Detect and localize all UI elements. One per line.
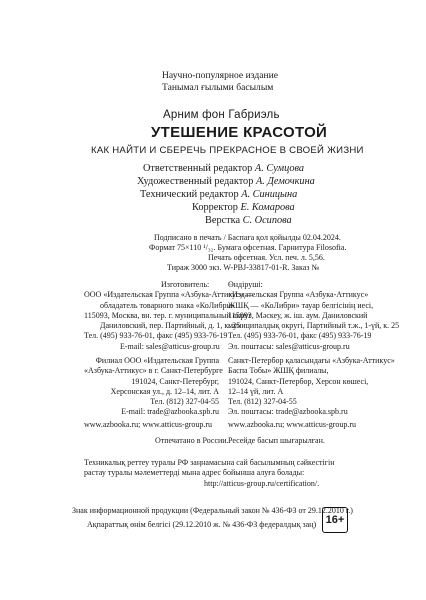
text-line: E-mail: trade@azbooka.spb.ru xyxy=(121,407,219,417)
text-line: Санкт-Петербор қаласындағы «Азбука-Аттикус» xyxy=(228,356,395,365)
credit-line xyxy=(140,189,297,200)
branch-ru xyxy=(84,356,223,418)
imprint-line: Тираж 3000 экз. W-PBJ-33817-01-R. Заказ № xyxy=(167,263,320,272)
text-line: «Издательская Группа «Азбука-Аттикус» xyxy=(228,290,369,300)
text-line: Тел. (495) 933-76-01, факс (495) 933-76-19 xyxy=(84,331,228,341)
imprint-line: Печать офсетная. Усл. печ. л. 5,56. xyxy=(208,253,325,262)
text-line: 191024, Санкт-Петербург, xyxy=(131,376,219,386)
credit-line xyxy=(205,215,292,226)
edition-line-kz: Танымал ғылыми басылым xyxy=(162,82,274,93)
credit-name: С. Осипова xyxy=(242,215,292,226)
credit-role: Верстка xyxy=(205,215,241,226)
text-line: обладатель товарного знака «КоЛибри» xyxy=(100,300,235,310)
credit-role: Технический редактор xyxy=(140,189,239,200)
credit-line xyxy=(137,176,315,187)
info-product-sign-kz: Ақпараттық өнім белгісі (29.12.2010 ж. № 436-ФЗ федералдық заң) xyxy=(87,520,317,529)
credit-name: А. Демочкина xyxy=(255,176,315,187)
text-line: 115093, Мәскеу, ж. іш. аум. Даниловский xyxy=(228,310,368,320)
text-line: 12–14 үй, лит. А xyxy=(228,386,284,396)
text-line: растау туралы мәлеметтерді мына адрес бойынша алуға болады: xyxy=(84,468,305,478)
website-kz: www.azbooka.ru; www.atticus-group.ru xyxy=(228,420,357,429)
age-rating-badge: 16+ xyxy=(322,507,348,533)
certification-link: http://atticus-group.ru/certification/. xyxy=(204,478,320,488)
imprint-line: Подписано в печать / Баспаға қол қойылды 02.04.2024. xyxy=(154,233,341,242)
credit-line xyxy=(192,202,295,213)
text-line: E-mail: sales@atticus-group.ru xyxy=(120,341,220,351)
credit-role: Ответственный редактор xyxy=(143,163,253,174)
text-line: Өндіруші: xyxy=(228,280,263,289)
edition-line-ru: Научно-популярное издание xyxy=(162,70,279,81)
text-line: Эл. поштасы: sales@atticus-group.ru xyxy=(228,341,350,351)
text-line: Тел. (495) 933-76-01, факс (495) 933-76-19 xyxy=(228,331,372,341)
credit-name: А. Синицына xyxy=(241,189,298,200)
text-line: муниципалдық округі, Партийный т.ж., 1-үй, к. 25 xyxy=(228,321,400,331)
manufacturer-kz xyxy=(228,280,399,352)
text-line: Техникалық реттеу туралы РФ заңнамасына сай басылымның сәйкестігін xyxy=(84,458,335,467)
credit-name: А. Сумцова xyxy=(254,163,305,174)
credit-role: Художественный редактор xyxy=(137,176,254,187)
credit-name: Е. Комарова xyxy=(240,202,295,213)
printed-kz: Ресейде басып шығарылған. xyxy=(228,436,325,445)
book-title: УТЕШЕНИЕ КРАСОТОЙ xyxy=(151,124,328,141)
credit-role: Корректор xyxy=(192,202,238,213)
certification-note xyxy=(84,458,335,489)
text-line: Баспа Тобы» ЖШҚ филиалы, xyxy=(228,366,329,376)
text-line: 191024, Санкт-Петербор, Херсон көшесі, xyxy=(228,376,369,386)
branch-kz xyxy=(228,356,395,418)
text-line: ЖШҚ — «КоЛибри» тауар белгісінің иесі, xyxy=(228,300,374,310)
book-author: Арним фон Габриэль xyxy=(163,109,280,121)
website-ru: www.azbooka.ru; www.atticus-group.ru xyxy=(84,420,213,429)
text-line: Тел. (812) 327-04-55 xyxy=(228,397,297,407)
text-line: Филиал ООО «Издательская Группа xyxy=(95,356,219,365)
text-line: Тел. (812) 327-04-55 xyxy=(150,397,219,407)
text-line: Даниловский, пер. Партийный, д. 1, к. 25 xyxy=(100,321,241,331)
printed-ru: Отпечатано в России. xyxy=(155,436,229,445)
credit-line xyxy=(143,163,304,174)
text-line: «Азбука-Аттикус» в г. Санкт-Петербурге xyxy=(84,366,223,376)
text-line: Херсонская ул., д. 12–14, лит. А xyxy=(110,386,219,396)
text-line: Изготовитель: xyxy=(161,280,210,289)
text-line: Эл. поштасы: trade@azbooka.spb.ru xyxy=(228,407,348,417)
imprint-line: Формат 75×110 ¹/₃₂. Бумага офсетная. Гарнитура Filosofia. xyxy=(149,243,347,252)
info-product-sign: Знак информационной продукции (Федеральный закон № 436-ФЗ от 29.12.2010 г.) xyxy=(72,506,353,515)
text-line: 115093, Москва, вн. тер. г. муниципальный округ xyxy=(84,310,252,320)
book-subtitle: КАК НАЙТИ И СБЕРЕЧЬ ПРЕКРАСНОЕ В СВОЕЙ ЖИЗНИ xyxy=(91,145,364,156)
text-line: ООО «Издательская Группа «Азбука-Аттикус» — xyxy=(84,290,254,300)
